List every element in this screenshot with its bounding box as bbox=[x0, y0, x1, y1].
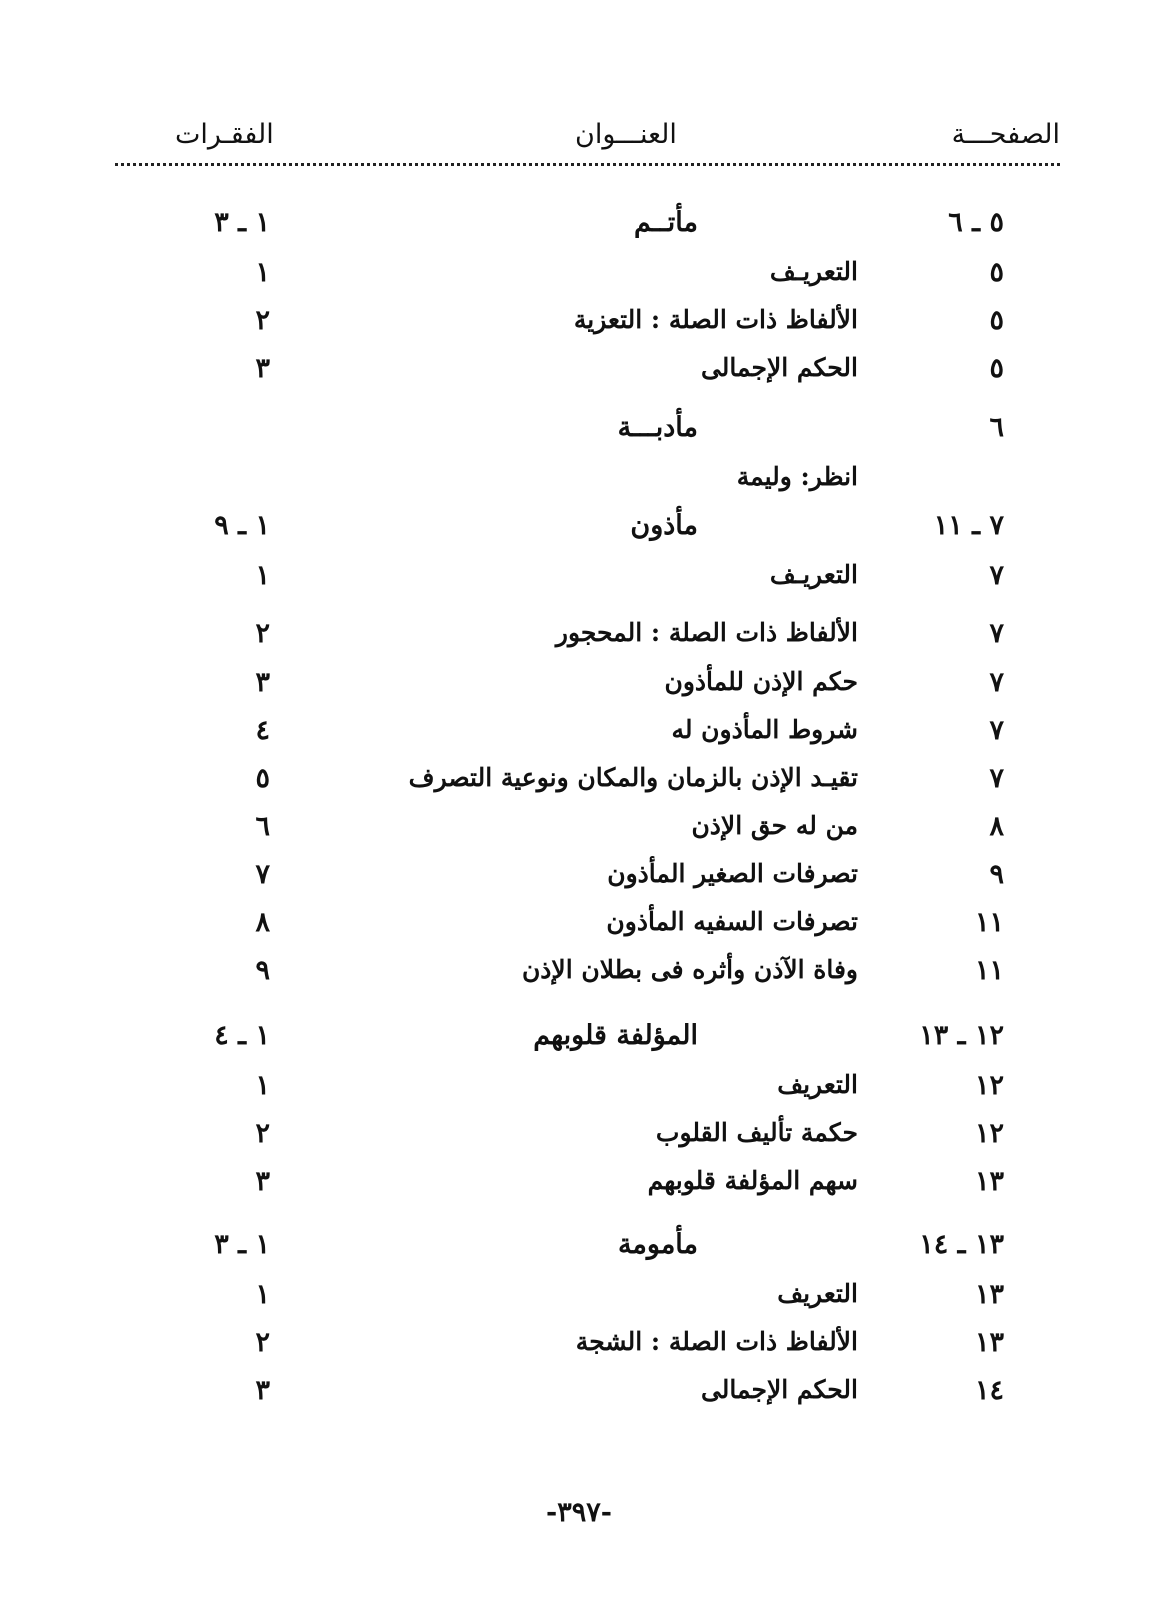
header-page-column: الصفحـــة bbox=[951, 119, 1060, 150]
row-title: مأذون bbox=[630, 510, 698, 541]
row-title: تصرفات الصغير المأذون bbox=[607, 859, 858, 888]
row-page: ٩ bbox=[989, 859, 1004, 890]
row-title: التعريف bbox=[777, 1070, 858, 1099]
index-row bbox=[0, 763, 1158, 807]
index-row bbox=[0, 811, 1158, 855]
row-title: مأمومة bbox=[617, 1229, 698, 1260]
header-paragraphs-column: الفقـرات bbox=[175, 119, 274, 150]
row-page: ٥ bbox=[989, 305, 1004, 336]
index-row bbox=[0, 618, 1158, 662]
index-row bbox=[0, 1166, 1158, 1210]
row-page: ١١ bbox=[974, 955, 1004, 986]
row-paragraphs: ٢ bbox=[255, 618, 270, 649]
row-paragraphs: ١ bbox=[255, 1070, 270, 1101]
row-paragraphs: ٧ bbox=[255, 859, 270, 890]
index-row bbox=[0, 1229, 1158, 1273]
index-row bbox=[0, 1327, 1158, 1371]
row-paragraphs: ١ ـ ٤ bbox=[214, 1020, 270, 1051]
row-page: ١٢ bbox=[974, 1070, 1004, 1101]
index-row bbox=[0, 510, 1158, 554]
row-page: ١١ bbox=[974, 907, 1004, 938]
row-title: وفاة الآذن وأثره فى بطلان الإذن bbox=[521, 955, 858, 984]
row-paragraphs: ٨ bbox=[255, 907, 270, 938]
index-row bbox=[0, 353, 1158, 397]
index-row bbox=[0, 257, 1158, 301]
row-title: التعريـف bbox=[769, 257, 858, 286]
row-paragraphs: ٢ bbox=[255, 1118, 270, 1149]
index-row bbox=[0, 907, 1158, 951]
row-page: ١٣ bbox=[974, 1279, 1004, 1310]
index-row bbox=[0, 859, 1158, 903]
row-page: ٧ bbox=[989, 560, 1004, 591]
row-title: الألفاظ ذات الصلة : الشجة bbox=[575, 1327, 858, 1356]
row-paragraphs: ٥ bbox=[255, 763, 270, 794]
row-page: ٦ bbox=[989, 412, 1004, 443]
row-paragraphs: ٦ bbox=[255, 811, 270, 842]
index-row bbox=[0, 1070, 1158, 1114]
row-title: مأدبـــة bbox=[617, 412, 698, 443]
row-paragraphs: ٤ bbox=[255, 715, 270, 746]
row-title: الألفاظ ذات الصلة : المحجور bbox=[555, 618, 858, 647]
row-title: حكم الإذن للمأذون bbox=[664, 667, 858, 696]
row-paragraphs: ١ bbox=[255, 1279, 270, 1310]
index-row bbox=[0, 715, 1158, 759]
row-page: ١٢ bbox=[974, 1118, 1004, 1149]
index-row bbox=[0, 560, 1158, 604]
index-row bbox=[0, 1279, 1158, 1323]
row-title: من له حق الإذن bbox=[691, 811, 858, 840]
index-row bbox=[0, 1118, 1158, 1162]
row-paragraphs: ٣ bbox=[255, 353, 270, 384]
row-page: ٥ bbox=[989, 353, 1004, 384]
row-title: التعريف bbox=[777, 1279, 858, 1308]
row-paragraphs: ١ ـ ٣ bbox=[214, 1229, 270, 1260]
row-page: ١٢ ـ ١٣ bbox=[919, 1020, 1004, 1051]
row-title: الألفاظ ذات الصلة : التعزية bbox=[573, 305, 858, 334]
index-row bbox=[0, 412, 1158, 456]
row-title: سهم المؤلفة قلوبهم bbox=[647, 1166, 858, 1195]
row-title: تصرفات السفيه المأذون bbox=[606, 907, 858, 936]
row-paragraphs: ٩ bbox=[255, 955, 270, 986]
row-title: المؤلفة قلوبهم bbox=[533, 1020, 698, 1051]
row-paragraphs: ٣ bbox=[255, 1166, 270, 1197]
row-title: حكمة تأليف القلوب bbox=[655, 1118, 858, 1147]
row-page: ٧ bbox=[989, 667, 1004, 698]
row-page: ١٣ bbox=[974, 1327, 1004, 1358]
row-page: ٧ bbox=[989, 715, 1004, 746]
row-title: شروط المأذون له bbox=[671, 715, 858, 744]
index-row bbox=[0, 207, 1158, 251]
row-paragraphs: ٢ bbox=[255, 305, 270, 336]
row-title: الحكم الإجمالى bbox=[700, 353, 858, 382]
row-page: ٥ ـ ٦ bbox=[948, 207, 1004, 238]
row-page: ٨ bbox=[989, 811, 1004, 842]
row-paragraphs: ٣ bbox=[255, 1375, 270, 1406]
index-row bbox=[0, 305, 1158, 349]
row-paragraphs: ٣ bbox=[255, 667, 270, 698]
index-row bbox=[0, 667, 1158, 711]
index-row bbox=[0, 1375, 1158, 1419]
row-page: ١٤ bbox=[974, 1375, 1004, 1406]
row-page: ٧ bbox=[989, 763, 1004, 794]
row-title: تقيـد الإذن بالزمان والمكان ونوعية التصرف bbox=[408, 763, 858, 792]
row-paragraphs: ١ ـ ٩ bbox=[214, 510, 270, 541]
index-row bbox=[0, 1020, 1158, 1064]
row-title: انظر: وليمة bbox=[736, 462, 858, 491]
row-title: الحكم الإجمالى bbox=[700, 1375, 858, 1404]
page-number: -٣٩٧- bbox=[546, 1497, 612, 1528]
row-page: ٧ ـ ١١ bbox=[933, 510, 1004, 541]
row-paragraphs: ١ ـ ٣ bbox=[214, 207, 270, 238]
row-paragraphs: ١ bbox=[255, 560, 270, 591]
row-paragraphs: ٢ bbox=[255, 1327, 270, 1358]
index-row bbox=[0, 955, 1158, 999]
row-title: مأتــم bbox=[634, 207, 698, 238]
row-page: ٧ bbox=[989, 618, 1004, 649]
row-title: التعريـف bbox=[769, 560, 858, 589]
row-page: ٥ bbox=[989, 257, 1004, 288]
row-page: ١٣ bbox=[974, 1166, 1004, 1197]
row-paragraphs: ١ bbox=[255, 257, 270, 288]
index-row bbox=[0, 462, 1158, 506]
row-page: ١٣ ـ ١٤ bbox=[919, 1229, 1004, 1260]
header-title-column: العنـــوان bbox=[575, 119, 677, 150]
